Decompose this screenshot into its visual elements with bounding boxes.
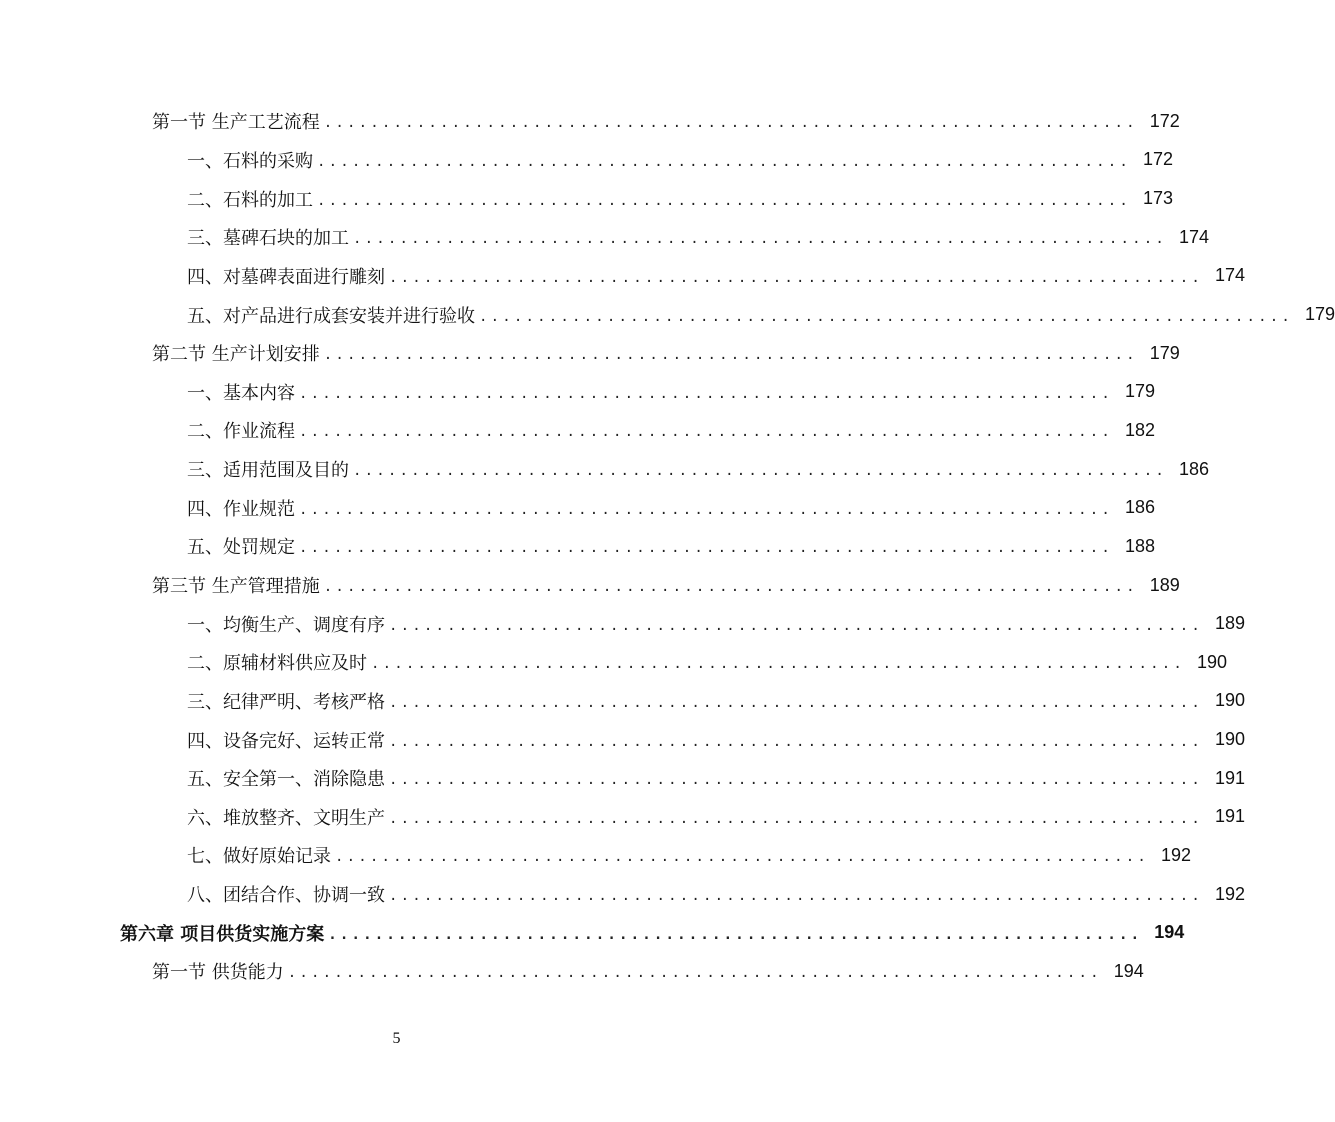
toc-entry-title: 三、适用范围及目的 xyxy=(187,456,353,482)
toc-entry-item[interactable] xyxy=(0,257,1246,296)
toc-entry-item[interactable] xyxy=(0,218,1210,257)
toc-page-number: 192 xyxy=(1160,844,1192,865)
dot-leader: ...................................................................... xyxy=(299,385,1114,402)
toc-page-number: 189 xyxy=(1214,613,1246,634)
toc-entry-title: 一、石料的采购 xyxy=(187,147,317,173)
toc-page-number: 174 xyxy=(1214,265,1246,286)
page-number-footer: 5 xyxy=(392,1030,401,1047)
dot-leader: ...................................................................... xyxy=(287,965,1102,982)
toc-page-number: 194 xyxy=(1154,922,1185,943)
toc-entry-title: 三、纪律严明、考核严格 xyxy=(187,688,389,714)
dot-leader: ...................................................................... xyxy=(328,926,1143,943)
toc-page-number: 174 xyxy=(1178,226,1210,247)
toc-page-number: 179 xyxy=(1304,304,1335,325)
toc-entry-item[interactable] xyxy=(0,295,1335,334)
toc-page-number: 173 xyxy=(1142,188,1174,209)
toc-entry-title: 第一节 生产工艺流程 xyxy=(152,108,324,134)
toc-entry-title: 二、原辅材料供应及时 xyxy=(187,649,371,675)
toc-entry-title: 七、做好原始记录 xyxy=(187,842,335,868)
dot-leader: ...................................................................... xyxy=(317,153,1132,170)
toc-page-number: 190 xyxy=(1214,729,1246,750)
dot-leader: ...................................................................... xyxy=(323,579,1138,595)
toc-page-number: 190 xyxy=(1196,651,1228,672)
dot-leader: ...................................................................... xyxy=(389,810,1204,827)
toc-entry-title: 第二节 生产计划安排 xyxy=(152,340,324,366)
table-of-contents xyxy=(0,102,1335,991)
toc-entry-item[interactable] xyxy=(0,604,1246,643)
toc-page-number: 192 xyxy=(1214,883,1246,904)
dot-leader: ...................................................................... xyxy=(479,308,1294,325)
toc-page-number: 191 xyxy=(1214,806,1246,827)
dot-leader: ...................................................................... xyxy=(353,231,1168,248)
toc-entry-title: 一、基本内容 xyxy=(187,379,299,405)
dot-leader: ...................................................................... xyxy=(299,540,1114,557)
toc-entry-title: 一、均衡生产、调度有序 xyxy=(187,611,389,637)
toc-entry-section-1-3[interactable] xyxy=(0,566,1180,605)
toc-entry-item[interactable] xyxy=(0,682,1246,721)
toc-page-number: 188 xyxy=(1124,535,1156,556)
toc-page-number: 186 xyxy=(1178,458,1210,479)
toc-entry-title: 六、堆放整齐、文明生产 xyxy=(187,804,389,830)
toc-entry-title: 八、团结合作、协调一致 xyxy=(187,881,389,907)
toc-page-number: 190 xyxy=(1214,690,1246,711)
dot-leader: ...................................................................... xyxy=(299,501,1114,518)
toc-entry-title: 五、处罚规定 xyxy=(187,533,299,559)
toc-page-number: 191 xyxy=(1214,767,1246,788)
toc-entry-title: 四、作业规范 xyxy=(187,495,299,521)
toc-entry-item[interactable] xyxy=(0,450,1210,489)
toc-entry-title: 三、墓碑石块的加工 xyxy=(187,224,353,250)
toc-entry-item[interactable] xyxy=(0,643,1228,682)
toc-entry-section-1-1[interactable] xyxy=(0,102,1180,141)
toc-entry-item[interactable] xyxy=(0,720,1246,759)
toc-entry-chapter-6[interactable] xyxy=(0,913,1185,952)
dot-leader: ...................................................................... xyxy=(353,463,1168,480)
dot-leader: ...................................................................... xyxy=(389,733,1204,750)
toc-page-number: 179 xyxy=(1149,342,1180,363)
dot-leader: ...................................................................... xyxy=(389,772,1204,789)
toc-page-number: 182 xyxy=(1124,419,1156,440)
toc-entry-item[interactable] xyxy=(0,179,1174,218)
toc-entry-title: 第三节 生产管理措施 xyxy=(152,572,324,598)
toc-entry-title: 四、设备完好、运转正常 xyxy=(187,727,389,753)
dot-leader: ...................................................................... xyxy=(335,849,1150,866)
dot-leader: ...................................................................... xyxy=(389,269,1204,286)
dot-leader: ...................................................................... xyxy=(323,347,1138,364)
toc-entry-section-6-1[interactable] xyxy=(0,952,1144,991)
toc-page-number: 172 xyxy=(1142,149,1174,170)
toc-entry-item[interactable] xyxy=(0,836,1192,875)
toc-entry-title: 五、对产品进行成套安装并进行验收 xyxy=(187,302,479,328)
dot-leader: ...................................................................... xyxy=(389,888,1204,905)
dot-leader: ...................................................................... xyxy=(389,694,1204,711)
toc-entry-title: 第一节 供货能力 xyxy=(152,958,288,984)
toc-entry-item[interactable] xyxy=(0,141,1174,180)
toc-entry-item[interactable] xyxy=(0,372,1156,411)
toc-entry-title: 二、作业流程 xyxy=(187,417,299,443)
toc-entry-section-1-2[interactable] xyxy=(0,334,1180,373)
toc-page-number: 172 xyxy=(1149,110,1180,131)
toc-page-number: 189 xyxy=(1149,574,1180,595)
toc-entry-title: 五、安全第一、消除隐患 xyxy=(187,765,389,791)
toc-entry-title: 二、石料的加工 xyxy=(187,186,317,212)
toc-entry-item[interactable] xyxy=(0,411,1156,450)
dot-leader: ...................................................................... xyxy=(317,192,1132,209)
toc-entry-item[interactable] xyxy=(0,759,1246,798)
toc-entry-item[interactable] xyxy=(0,488,1156,527)
dot-leader: ...................................................................... xyxy=(299,424,1114,441)
toc-entry-item[interactable] xyxy=(0,798,1246,837)
toc-page-number: 179 xyxy=(1124,381,1156,402)
dot-leader: ...................................................................... xyxy=(371,656,1186,673)
dot-leader: ...................................................................... xyxy=(323,115,1138,132)
toc-entry-item[interactable] xyxy=(0,875,1246,914)
toc-entry-title: 四、对墓碑表面进行雕刻 xyxy=(187,263,389,289)
toc-entry-item[interactable] xyxy=(0,527,1156,566)
toc-entry-title: 第六章 项目供货实施方案 xyxy=(120,920,328,946)
dot-leader: ...................................................................... xyxy=(389,617,1204,634)
toc-page-number: 186 xyxy=(1124,497,1156,518)
toc-page-number: 194 xyxy=(1113,960,1144,981)
